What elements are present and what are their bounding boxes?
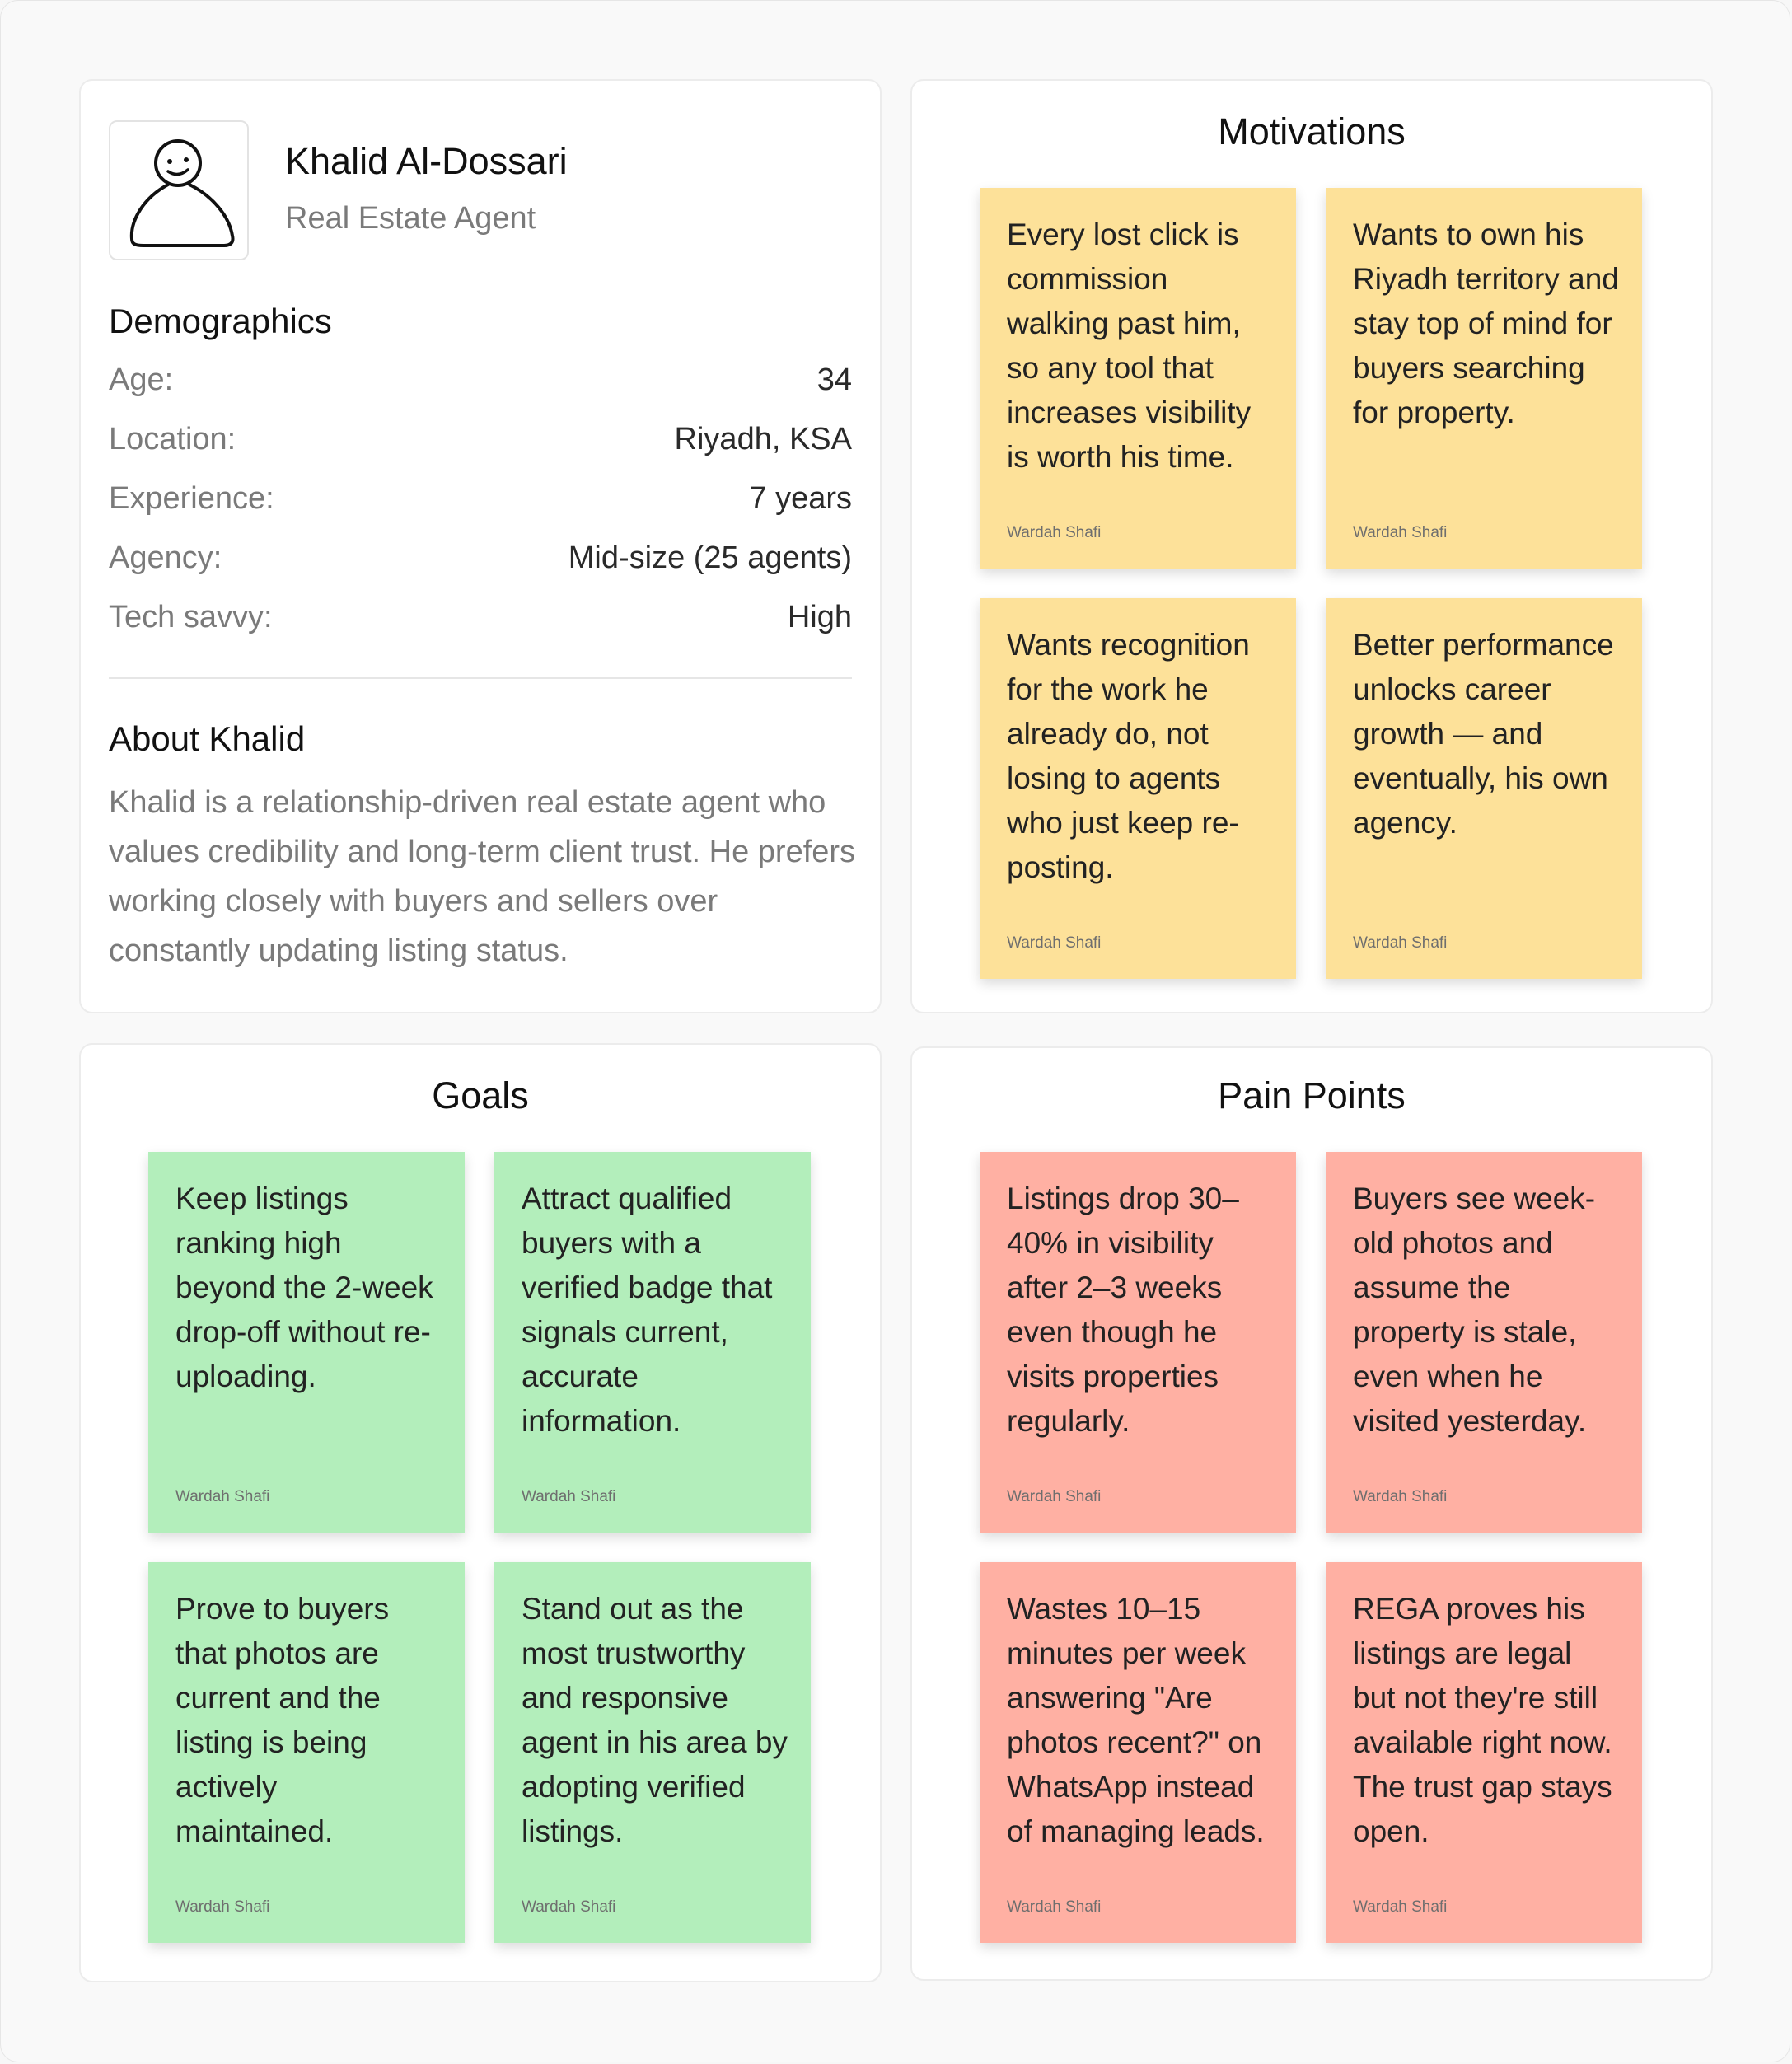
note-author: Wardah Shafi [1353,1898,1448,1916]
demographics-title: Demographics [109,302,332,340]
motivations-title: Motivations [1218,110,1406,152]
demographics-value: Mid-size (25 agents) [568,541,852,575]
demographics-row-location [109,422,852,463]
pain-points-title: Pain Points [1218,1074,1406,1116]
note-author: Wardah Shafi [522,1488,616,1505]
motivation-sticky-note[interactable] [1326,598,1642,979]
avatar [109,120,249,260]
note-author: Wardah Shafi [1353,1488,1448,1505]
goal-sticky-note[interactable] [494,1152,811,1533]
motivations-card [910,79,1713,1013]
pain-point-sticky-note[interactable] [980,1562,1296,1943]
note-author: Wardah Shafi [1007,524,1102,541]
demographics-row-agency [109,541,852,582]
note-author: Wardah Shafi [175,1488,270,1505]
goals-card [79,1043,882,1982]
demographics-value: 7 years [749,481,852,516]
note-author: Wardah Shafi [1007,1898,1102,1916]
divider [109,677,852,679]
note-text: Prove to buyers that photos are current and the listing is being actively maintained. [175,1592,390,1848]
persona-role: Real Estate Agent [285,201,536,236]
goal-sticky-note[interactable] [148,1562,465,1943]
motivation-sticky-note[interactable] [1326,188,1642,569]
note-text: Better performance unlocks career growth — and eventually, his own agency. [1353,628,1614,840]
goal-sticky-note[interactable] [494,1562,811,1943]
about-text: Khalid is a relationship-driven real estate agent who values credibility and long-term client trust. He prefers working closely with buyers and sellers over constantly updating listing status. [109,785,856,968]
person-sketch-icon [110,122,250,262]
pain-point-sticky-note[interactable] [1326,1152,1642,1533]
demographics-value: 34 [816,363,852,397]
note-text: Keep listings ranking high beyond the 2-week drop-off without re-uploading. [175,1182,433,1393]
note-text: Stand out as the most trustworthy and responsive agent in his area by adopting verified listings. [522,1592,788,1848]
note-text: Every lost click is commission walking past him, so any tool that increases visibility is worth his time. [1007,218,1252,474]
persona-name: Khalid Al-Dossari [285,140,568,182]
pain-point-sticky-note[interactable] [1326,1562,1642,1943]
demographics-value: Riyadh, KSA [674,422,852,456]
motivation-sticky-note[interactable] [980,598,1296,979]
goals-title: Goals [432,1074,529,1116]
demographics-row-experience [109,481,852,522]
note-text: Attract qualified buyers with a verified badge that signals current, accurate information. [522,1182,773,1438]
demographics-label: Location: [109,422,236,456]
demographics-value: High [787,600,852,634]
note-text: Buyers see week-old photos and assume the property is stale, even when he visited yesterday. [1353,1182,1596,1438]
note-text: REGA proves his listings are legal but not they're still available right now. The trust gap stays open. [1353,1592,1612,1848]
note-author: Wardah Shafi [1007,934,1102,952]
profile-card [79,79,882,1013]
note-author: Wardah Shafi [1007,1488,1102,1505]
demographics-label: Experience: [109,481,274,516]
demographics-label: Age: [109,363,174,397]
note-author: Wardah Shafi [522,1898,616,1916]
demographics-row-age [109,363,852,404]
pain-point-sticky-note[interactable] [980,1152,1296,1533]
demographics-label: Agency: [109,541,222,575]
demographics-label: Tech savvy: [109,600,273,634]
pain-points-card [910,1046,1713,1981]
note-text: Wants to own his Riyadh territory and stay top of mind for buyers searching for property. [1353,218,1619,429]
note-text: Wants recognition for the work he already do, not losing to agents who just keep re-posting. [1007,628,1250,884]
note-author: Wardah Shafi [1353,524,1448,541]
about-title: About Khalid [109,719,306,758]
demographics-row-tech-savvy [109,600,852,641]
note-text: Listings drop 30–40% in visibility after 2–3 weeks even though he visits properties regularly. [1007,1182,1239,1438]
goal-sticky-note[interactable] [148,1152,465,1533]
note-author: Wardah Shafi [1353,934,1448,952]
motivation-sticky-note[interactable] [980,188,1296,569]
note-text: Wastes 10–15 minutes per week answering "Are photos recent?" on WhatsApp instead of managing leads. [1007,1592,1265,1848]
note-author: Wardah Shafi [175,1898,270,1916]
